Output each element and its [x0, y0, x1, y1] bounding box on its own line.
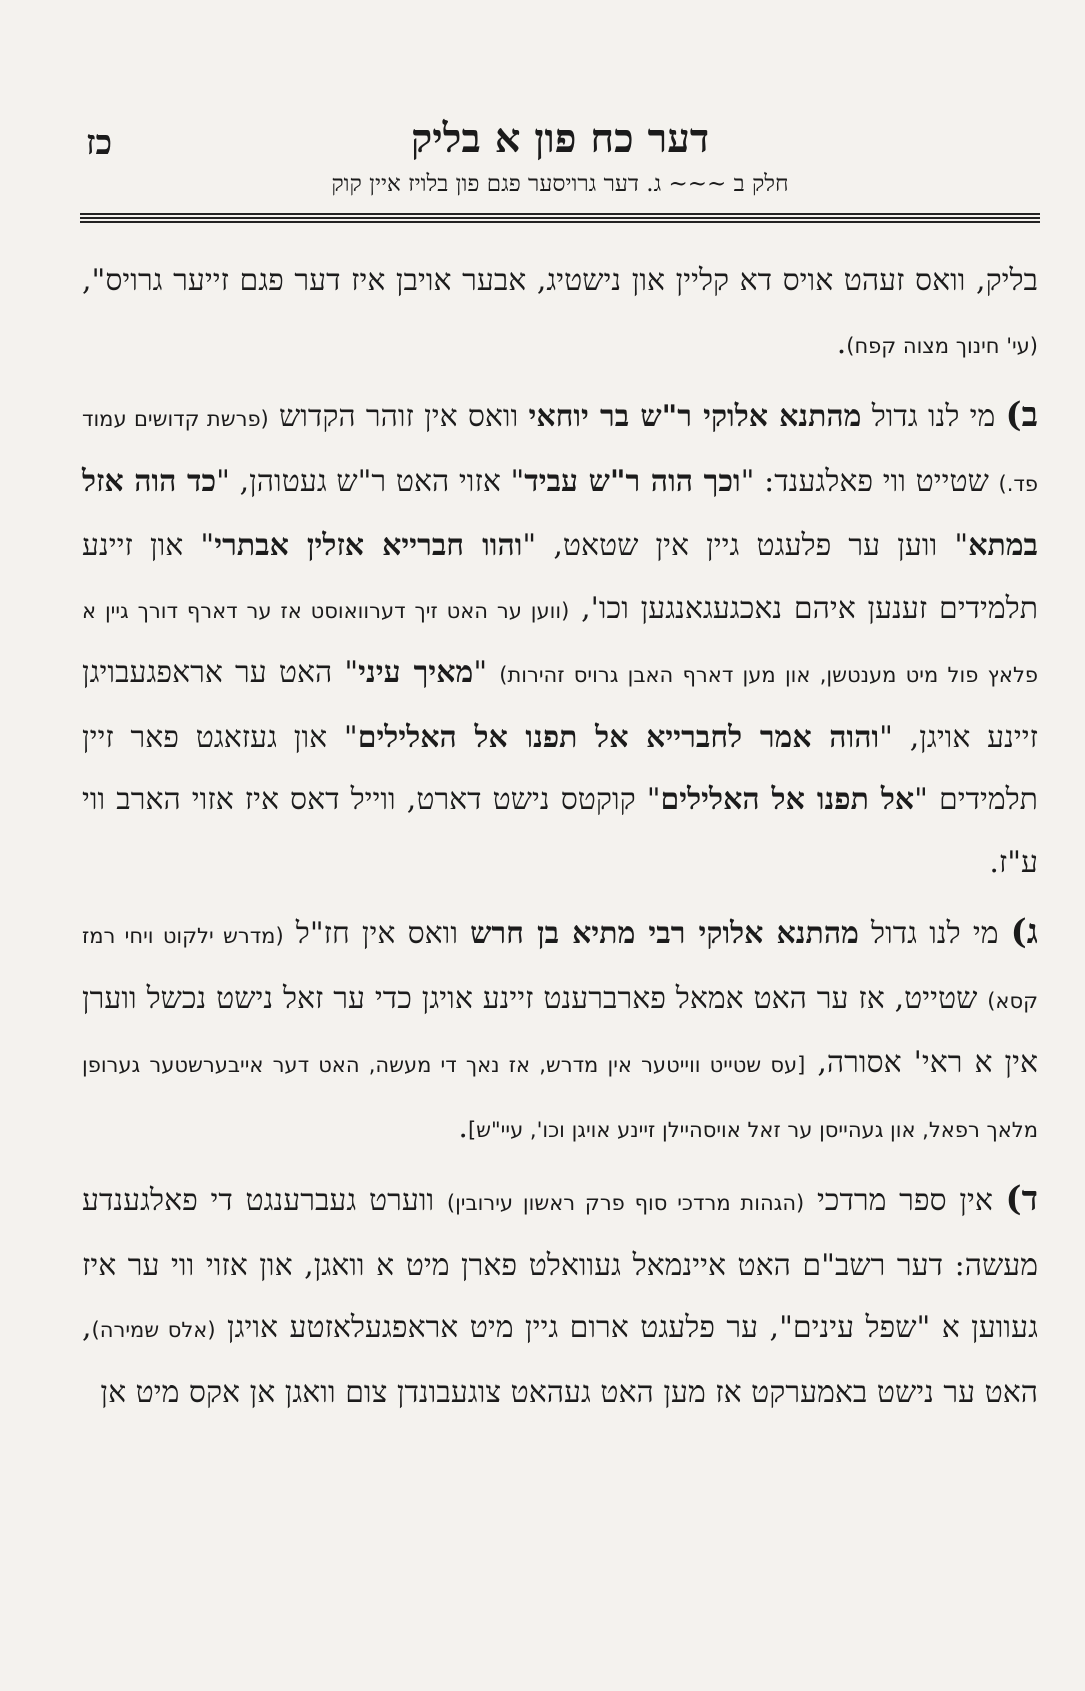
source-citation: [עס שטייט ווייטער אין מדרש, אז נאך די מעשה, האט דער אייבערשטער גערופן מלאך רפאל, און געהייסן ער זאל אויסהיילן זיינע אויגן וכו', עיי"ש] [82, 1053, 1038, 1142]
source-citation: (מדרש ילקוט ויחי רמז קסא) [82, 924, 1038, 1013]
body-text [82, 250, 1038, 1424]
text-run: וואס אין חז"ל [283, 916, 471, 951]
paragraph-marker: ג) [1010, 912, 1038, 952]
running-subtitle: חלק ב ~~~ ג. דער גרויסער פגם פון בלויז איין קוק [331, 171, 789, 197]
emphasized-quote: אל תפנו אל האלילים [660, 782, 915, 817]
emphasized-quote: והוה אמר לחברייא אל תפנו אל האלילים [357, 719, 880, 755]
running-title: דער כח פון א בליק [410, 115, 710, 162]
emphasized-quote: וכך הוה ר"ש עביד [524, 463, 741, 499]
text-run: . [836, 325, 847, 361]
text-run: " [473, 655, 500, 690]
emphasized-quote: מהתנא אלוקי ר"ש בר יוחאי [528, 399, 862, 434]
paragraph-marker: ד) [1005, 1179, 1038, 1219]
source-citation: (ווען ער האט זיך דערוואוסט אז ער דארף דורך גיין א פלאץ פול מיט מענטשן, און מען דארף האבן גרויס זהירות) [82, 598, 1038, 687]
text-run: , האט ער נישט באמערקט אז מען האט געהאט צוגעבונדן צום וואגן אן אקס מיט אן [82, 1310, 1038, 1410]
text-run: " אזוי האט ר"ש געטוהן, " [216, 463, 525, 499]
paragraph [82, 250, 1038, 377]
text-run: " האט ער אראפגעבויגן זיינע אויגן, " [82, 655, 1038, 755]
text-run: בליק, וואס זעהט אויס דא קליין און נישטיג, אבער אויבן איז דער פגם זייער גרויס", [82, 263, 1038, 298]
paragraph [82, 384, 1038, 894]
source-citation: (פרשת קדושים עמוד פד.) [82, 407, 1038, 496]
text-run: ווערט געברענגט די פאלגענדע מעשה: דער רשב"ם האט איינמאל געוואלט פארן מיט א וואגן, און אזוי ווי ער איז געווען א "שפל עינים", ער פלעגט ארום גיין מיט אראפגעלאזטע אויגן [82, 1183, 1038, 1345]
text-run: שטייט, אז ער האט אמאל פארברענט זיינע אויגן כדי ער זאל נישט נכשל ווערן אין א ראי' אסורה, [82, 980, 1038, 1080]
emphasized-quote: מהתנא אלוקי רבי מתיא בן חרש [470, 916, 859, 951]
paragraph [82, 901, 1038, 1161]
paragraph [82, 1168, 1038, 1424]
text-run: מי לנו גדול [858, 916, 1011, 951]
page-number: כז [86, 123, 113, 163]
text-run: " און געזאגט פאר זיין תלמידים " [82, 719, 1038, 817]
page-header [80, 105, 1040, 225]
text-run: . [458, 1109, 468, 1145]
text-run: מי לנו גדול [861, 399, 1006, 434]
header-rule [80, 213, 1040, 225]
text-run: " קוקטס נישט דארט, ווייל דאס איז אזוי הארב ווי ע"ז. [82, 782, 1038, 880]
source-citation: (אלס שמירה) [91, 1318, 216, 1342]
source-citation: (הגהות מרדכי סוף פרק ראשון עירובין) [446, 1191, 805, 1215]
text-run: אין ספר מרדכי [804, 1183, 1006, 1218]
text-run: " און זיינע תלמידים זענען איהם נאכגעגאנגען וכו', [82, 528, 1038, 626]
emphasized-quote: כד הוה אזל במתא [82, 463, 1039, 563]
text-run: " ווען ער פלעגט גיין אין שטאט, " [522, 528, 969, 563]
text-run: וואס אין זוהר הקדוש [268, 399, 529, 434]
text-run: שטייט ווי פאלגענד: " [740, 463, 999, 499]
paragraph-marker: ב) [1005, 395, 1038, 435]
emphasized-quote: מאיך עיני [358, 655, 474, 690]
emphasized-quote: והוו חברייא אזלין אבתרי [214, 528, 523, 563]
source-citation: (עי' חינוך מצוה קפח) [846, 333, 1038, 358]
